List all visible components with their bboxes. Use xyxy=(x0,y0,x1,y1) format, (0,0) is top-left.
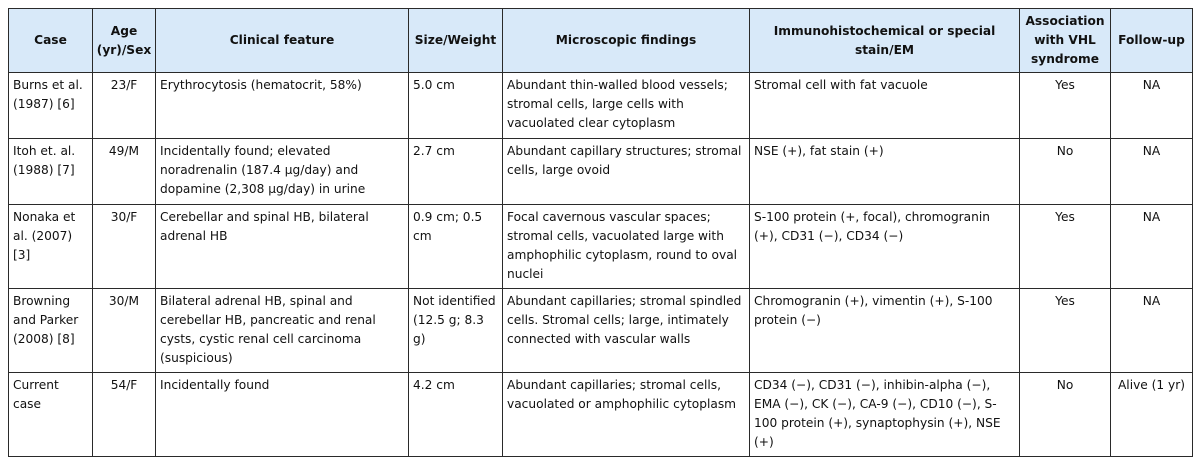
cell-case: Itoh et. al. (1988) [7] xyxy=(9,139,93,205)
cell-follow-up: NA xyxy=(1111,205,1193,289)
cell-vhl-association: Yes xyxy=(1020,73,1111,139)
cell-microscopic-findings: Focal cavernous vascular spaces; stromal cells, vacuolated large with amphophilic cytoplasm, round to oval nuclei xyxy=(503,205,750,289)
cell-immunohistochemical: NSE (+), fat stain (+) xyxy=(750,139,1020,205)
cell-clinical-feature: Cerebellar and spinal HB, bilateral adrenal HB xyxy=(156,205,409,289)
cell-age-sex: 54/F xyxy=(93,373,156,457)
cell-case: Burns et al. (1987) [6] xyxy=(9,73,93,139)
cell-size-weight: 5.0 cm xyxy=(409,73,503,139)
cell-clinical-feature: Incidentally found; elevated noradrenalin (187.4 μg/day) and dopamine (2,308 μg/day) in urine xyxy=(156,139,409,205)
cell-vhl-association: No xyxy=(1020,139,1111,205)
table-row xyxy=(9,73,1193,139)
table-row xyxy=(9,205,1193,289)
header-case: Case xyxy=(9,9,93,73)
cell-age-sex: 49/M xyxy=(93,139,156,205)
cell-microscopic-findings: Abundant thin-walled blood vessels; stromal cells, large cells with vacuolated clear cytoplasm xyxy=(503,73,750,139)
cell-clinical-feature: Bilateral adrenal HB, spinal and cerebellar HB, pancreatic and renal cysts, cystic renal cell carcinoma (suspicious) xyxy=(156,289,409,373)
cell-follow-up: NA xyxy=(1111,73,1193,139)
cell-vhl-association: Yes xyxy=(1020,205,1111,289)
table-row xyxy=(9,373,1193,457)
table-row xyxy=(9,139,1193,205)
cell-clinical-feature: Incidentally found xyxy=(156,373,409,457)
cell-vhl-association: Yes xyxy=(1020,289,1111,373)
cell-immunohistochemical: CD34 (−), CD31 (−), inhibin-alpha (−), EMA (−), CK (−), CA-9 (−), CD10 (−), S-100 protein (+), synaptophysin (+), NSE (+) xyxy=(750,373,1020,457)
cell-case: Nonaka et al. (2007) [3] xyxy=(9,205,93,289)
cell-age-sex: 23/F xyxy=(93,73,156,139)
header-clinical-feature: Clinical feature xyxy=(156,9,409,73)
table-row xyxy=(9,289,1193,373)
cell-microscopic-findings: Abundant capillaries; stromal spindled cells. Stromal cells; large, intimately connected with vascular walls xyxy=(503,289,750,373)
header-age-sex: Age (yr)/Sex xyxy=(93,9,156,73)
cell-age-sex: 30/M xyxy=(93,289,156,373)
cell-vhl-association: No xyxy=(1020,373,1111,457)
cell-age-sex: 30/F xyxy=(93,205,156,289)
cell-immunohistochemical: S-100 protein (+, focal), chromogranin (+), CD31 (−), CD34 (−) xyxy=(750,205,1020,289)
header-row xyxy=(9,9,1193,73)
cell-case: Current case xyxy=(9,373,93,457)
header-microscopic-findings: Microscopic findings xyxy=(503,9,750,73)
cell-follow-up: NA xyxy=(1111,289,1193,373)
cell-microscopic-findings: Abundant capillary structures; stromal cells, large ovoid xyxy=(503,139,750,205)
cell-immunohistochemical: Chromogranin (+), vimentin (+), S-100 protein (−) xyxy=(750,289,1020,373)
cell-case: Browning and Parker (2008) [8] xyxy=(9,289,93,373)
cell-immunohistochemical: Stromal cell with fat vacuole xyxy=(750,73,1020,139)
cell-microscopic-findings: Abundant capillaries; stromal cells, vacuolated or amphophilic cytoplasm xyxy=(503,373,750,457)
cell-size-weight: 0.9 cm; 0.5 cm xyxy=(409,205,503,289)
case-comparison-table xyxy=(8,8,1193,457)
cell-size-weight: 4.2 cm xyxy=(409,373,503,457)
header-follow-up: Follow-up xyxy=(1111,9,1193,73)
header-immunohistochemical: Immunohistochemical or special stain/EM xyxy=(750,9,1020,73)
cell-size-weight: 2.7 cm xyxy=(409,139,503,205)
cell-follow-up: Alive (1 yr) xyxy=(1111,373,1193,457)
cell-follow-up: NA xyxy=(1111,139,1193,205)
cell-clinical-feature: Erythrocytosis (hematocrit, 58%) xyxy=(156,73,409,139)
header-vhl-association: Association with VHL syndrome xyxy=(1020,9,1111,73)
cell-size-weight: Not identified (12.5 g; 8.3 g) xyxy=(409,289,503,373)
header-size-weight: Size/Weight xyxy=(409,9,503,73)
